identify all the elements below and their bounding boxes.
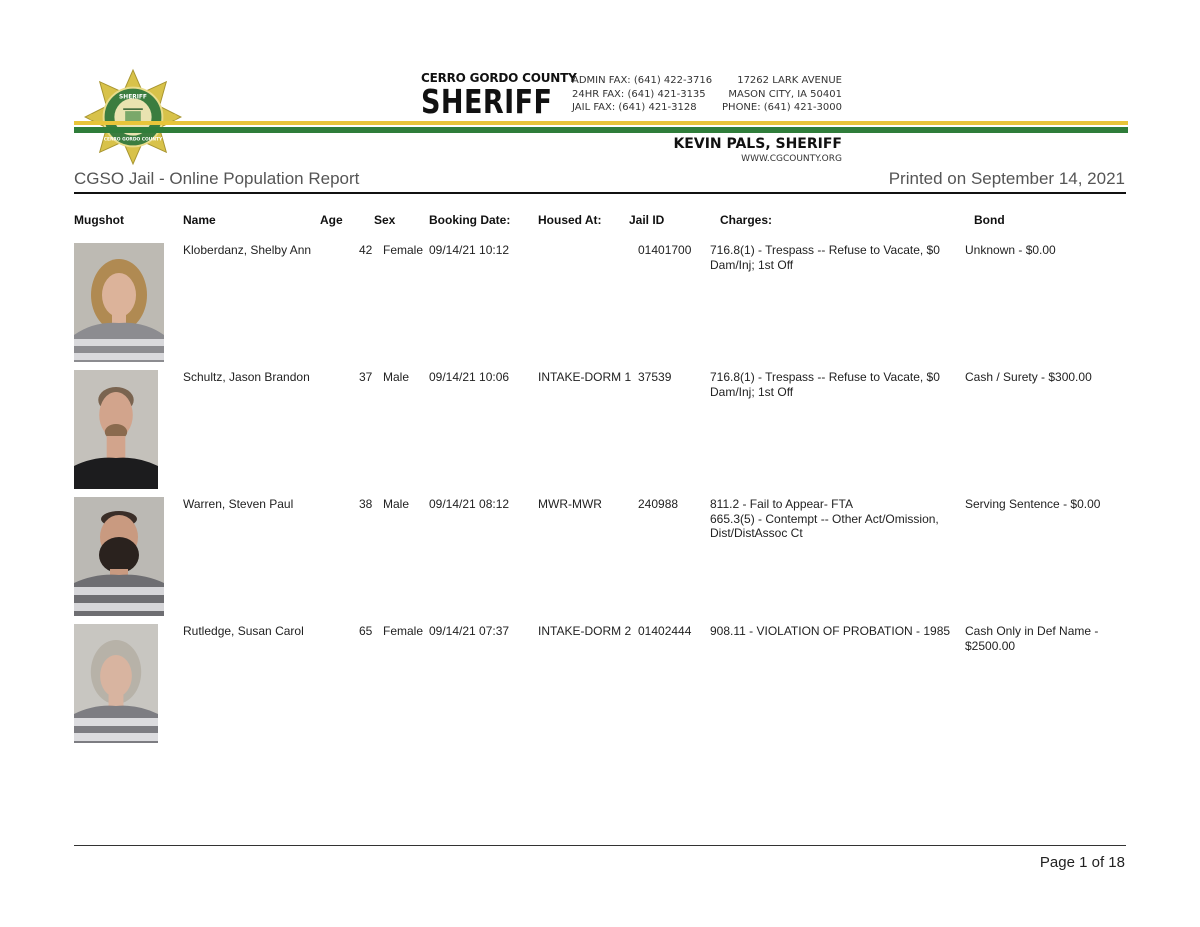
col-header-bond: Bond — [974, 213, 1005, 227]
charge-line: Dam/Inj; 1st Off — [710, 257, 794, 272]
bond — [965, 497, 1125, 512]
photo-stripe — [74, 587, 164, 595]
sheriff-badge-logo — [84, 68, 182, 166]
charge-line: 908.11 - VIOLATION OF PROBATION - 1985 — [710, 624, 951, 638]
address-street: 17262 LARK AVENUE — [737, 75, 842, 86]
inmate-sex: Male — [383, 497, 410, 511]
housed-at: INTAKE-DORM 1 — [538, 370, 632, 384]
housed-at: INTAKE-DORM 2 — [538, 624, 632, 638]
inmate-name: Warren, Steven Paul — [183, 497, 294, 511]
bond-line: Cash Only in Def Name - — [965, 624, 1099, 638]
col-header-sex: Sex — [374, 213, 396, 227]
inmate-row — [0, 370, 1200, 490]
printed-date: Printed on September 14, 2021 — [888, 169, 1125, 188]
report-title: CGSO Jail - Online Population Report — [74, 169, 360, 188]
inmate-sex: Female — [383, 624, 424, 638]
photo-stripe — [74, 718, 158, 726]
agency-county: CERRO GORDO COUNTY — [421, 71, 577, 85]
header-stripe-gold — [74, 121, 1128, 125]
jail-id: 240988 — [638, 497, 679, 511]
photo-face — [100, 655, 132, 697]
booking-date: 09/14/21 07:37 — [429, 624, 510, 638]
inmate-row — [0, 624, 1200, 744]
inmate-name: Schultz, Jason Brandon — [183, 370, 310, 384]
inmate-row — [0, 497, 1200, 617]
agency-name: SHERIFF — [421, 82, 553, 121]
bond-line: $2500.00 — [965, 638, 1016, 653]
photo-neck — [107, 436, 126, 458]
fax-line-24hr: 24HR FAX: (641) 421-3135 — [572, 88, 706, 100]
sheriff-name: KEVIN PALS, SHERIFF — [673, 136, 842, 152]
charge-line: 716.8(1) - Trespass -- Refuse to Vacate, $0 — [710, 243, 940, 257]
photo-face — [102, 273, 136, 317]
agency-website: WWW.CGCOUNTY.ORG — [741, 154, 842, 164]
charges — [710, 370, 960, 399]
fax-line-jail: JAIL FAX: (641) 421-3128 — [572, 102, 697, 113]
address-phone: PHONE: (641) 421-3000 — [722, 102, 842, 113]
charge-line: 716.8(1) - Trespass -- Refuse to Vacate, $0 — [710, 370, 940, 384]
col-header-booking: Booking Date: — [429, 213, 511, 227]
booking-date: 09/14/21 10:12 — [429, 243, 510, 257]
bond — [965, 370, 1125, 385]
photo-stripe — [74, 339, 164, 346]
inmate-age: 38 — [359, 497, 373, 511]
page-number: Page 1 of 18 — [1039, 854, 1125, 871]
inmate-row — [0, 243, 1200, 363]
charge-line: Dist/DistAssoc Ct — [710, 526, 803, 540]
charge-line: 811.2 - Fail to Appear- FTA — [710, 497, 853, 511]
charges — [710, 243, 960, 272]
photo-stripe — [74, 733, 158, 741]
booking-date: 09/14/21 08:12 — [429, 497, 510, 511]
col-header-age: Age — [320, 213, 343, 227]
bond-line: Unknown - $0.00 — [965, 243, 1056, 257]
col-header-mugshot: Mugshot — [74, 213, 124, 227]
inmate-age: 37 — [359, 370, 373, 384]
inmate-age: 42 — [359, 243, 373, 257]
bond-line: Cash / Surety - $300.00 — [965, 370, 1092, 384]
jail-id: 01401700 — [638, 243, 692, 257]
inmate-age: 65 — [359, 624, 373, 638]
mugshot-photo — [74, 370, 158, 489]
col-header-housed: Housed At: — [538, 213, 602, 227]
footer-divider — [74, 845, 1126, 846]
mugshot-photo — [74, 243, 164, 362]
col-header-name: Name — [183, 213, 216, 227]
photo-beard — [99, 537, 139, 573]
inmate-name: Rutledge, Susan Carol — [183, 624, 304, 638]
charges — [710, 624, 960, 639]
bond — [965, 243, 1125, 258]
charge-line: Dam/Inj; 1st Off — [710, 384, 794, 399]
charge-line: 665.3(5) - Contempt -- Other Act/Omission, — [710, 511, 939, 526]
bond-line: Serving Sentence - $0.00 — [965, 497, 1101, 511]
photo-stripe — [74, 353, 164, 360]
fax-line-admin: ADMIN FAX: (641) 422-3716 — [572, 75, 713, 86]
photo-stripe — [74, 603, 164, 611]
jail-id: 37539 — [638, 370, 672, 384]
mugshot-photo — [74, 624, 158, 743]
fax-numbers — [572, 74, 712, 115]
inmate-sex: Female — [383, 243, 424, 257]
address-city: MASON CITY, IA 50401 — [728, 88, 842, 100]
charges — [710, 497, 960, 541]
bond — [965, 624, 1125, 653]
housed-at: MWR-MWR — [538, 497, 602, 511]
col-header-jail-id: Jail ID — [629, 213, 665, 227]
col-header-charges: Charges: — [720, 213, 773, 227]
inmate-name: Kloberdanz, Shelby Ann — [183, 243, 312, 257]
agency-address — [716, 74, 842, 115]
mugshot-photo — [74, 497, 164, 616]
badge-bottom-text: CERRO GORDO COUNTY — [103, 137, 163, 143]
jail-id: 01402444 — [638, 624, 692, 638]
header-stripe-green — [74, 127, 1128, 133]
photo-shirt — [74, 458, 158, 489]
badge-top-text: SHERIFF — [119, 94, 147, 101]
title-divider — [74, 192, 1126, 194]
booking-date: 09/14/21 10:06 — [429, 370, 510, 384]
inmate-sex: Male — [383, 370, 410, 384]
